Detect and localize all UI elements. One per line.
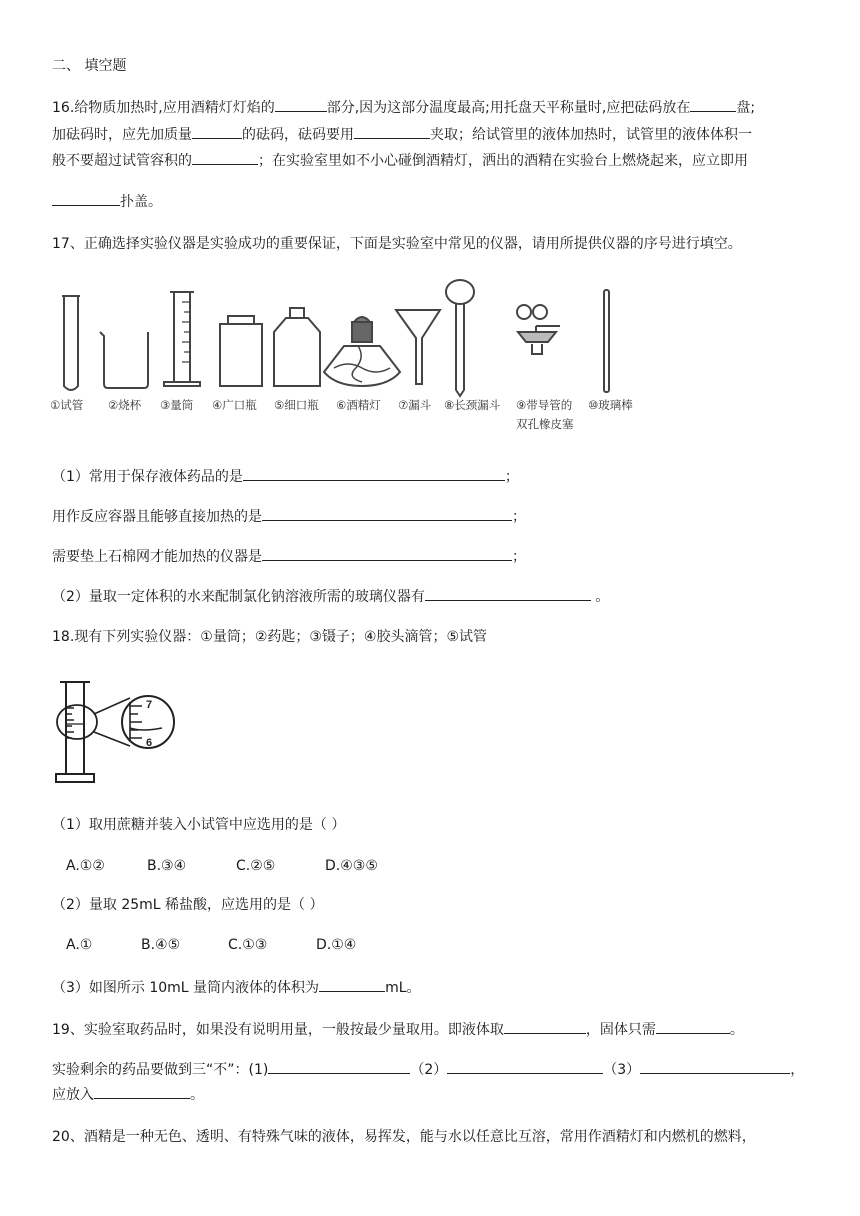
q16-text: 部分,因为这部分温度最高;用托盘天平称量时,应把砝码放在 xyxy=(326,100,691,116)
q19-text: （3） xyxy=(603,1062,641,1078)
q17-part-1c xyxy=(52,545,526,567)
graduated-cylinder-icon xyxy=(56,682,174,782)
cylinder-mark-7: 7 xyxy=(146,699,153,711)
q17-text: （2）量取一定体积的水来配制氯化钠溶液所需的玻璃仪器有 xyxy=(52,589,425,605)
q16-text: 盘; xyxy=(736,100,756,116)
instrument-label: ④广口瓶 xyxy=(212,398,257,412)
graduated-cylinder-icon xyxy=(164,292,200,386)
q18-sub-2-option-d[interactable]: D.①④ xyxy=(316,937,357,953)
instrument-label: ⑨带导管的 xyxy=(516,398,573,412)
q17-text: ； xyxy=(512,509,526,525)
q19-text: 。 xyxy=(729,1022,744,1038)
alcohol-lamp-icon xyxy=(324,317,400,386)
answer-blank[interactable] xyxy=(504,1018,586,1034)
q19-text: 应放入 xyxy=(52,1087,94,1103)
answer-blank[interactable] xyxy=(192,149,258,165)
instrument-label: ⑧长颈漏斗 xyxy=(444,398,501,412)
q17-text: 用作反应容器且能够直接加热的是 xyxy=(52,509,262,525)
answer-blank[interactable] xyxy=(52,190,120,206)
answer-blank[interactable] xyxy=(243,465,505,481)
q18-sub-1-option-a[interactable]: A.①② xyxy=(66,858,105,874)
q17-text: 需要垫上石棉网才能加热的仪器是 xyxy=(52,549,262,565)
q16-text: 扑盖。 xyxy=(120,194,162,210)
q16-text: 加砝码时，应先加质量 xyxy=(52,127,192,143)
q17-part-2 xyxy=(52,585,609,607)
q19-text: 。 xyxy=(190,1087,204,1103)
answer-blank[interactable] xyxy=(192,123,242,139)
lab-instruments-figure xyxy=(48,268,648,438)
answer-blank[interactable] xyxy=(268,1058,410,1074)
q17-text: （1）常用于保存液体药品的是 xyxy=(52,469,243,485)
q18-sub-2-option-b[interactable]: B.④⑤ xyxy=(141,937,181,953)
answer-blank[interactable] xyxy=(640,1058,790,1074)
q18-text: （3）如图所示 10mL 量筒内液体的体积为 xyxy=(52,980,320,996)
cylinder-mark-6: 6 xyxy=(146,737,153,749)
q17-stem: 17、正确选择实验仪器是实验成功的重要保证，下面是实验室中常见的仪器，请用所提供仪器的序号进行填空。 xyxy=(52,236,742,252)
section-title: 二、 填空题 xyxy=(52,58,127,74)
q16-text: ；在实验室里如不小心碰倒酒精灯，洒出的酒精在实验台上燃烧起来，应立即用 xyxy=(258,153,748,169)
q18-sub-1-option-d[interactable]: D.④③⑤ xyxy=(325,858,378,874)
q17-part-1 xyxy=(52,465,519,487)
answer-blank[interactable] xyxy=(656,1018,730,1034)
test-tube-icon xyxy=(62,296,80,390)
instrument-label: ⑥酒精灯 xyxy=(336,398,381,412)
instrument-label: ⑩玻璃棒 xyxy=(588,398,633,412)
instrument-label-line-2: 双孔橡皮塞 xyxy=(516,417,574,431)
instrument-label: ⑤细口瓶 xyxy=(274,398,319,412)
glass-rod-icon xyxy=(604,290,609,392)
q19-line-2 xyxy=(52,1058,804,1080)
long-neck-funnel-icon xyxy=(446,280,474,396)
answer-blank[interactable] xyxy=(262,505,512,521)
answer-blank[interactable] xyxy=(319,976,385,992)
q19-text: 19、实验室取药品时，如果没有说明用量，一般按最少量取用。即液体取 xyxy=(52,1022,504,1038)
answer-blank[interactable] xyxy=(262,545,512,561)
instrument-label: ⑦漏斗 xyxy=(398,398,432,412)
instrument-label: ②烧杯 xyxy=(108,398,142,412)
q18-sub-2-option-a[interactable]: A.① xyxy=(66,937,93,953)
q16-line-1 xyxy=(52,96,755,118)
q16-text: 的砝码，砝码要用 xyxy=(242,127,354,143)
q20-line-1: 20、酒精是一种无色、透明、有特殊气味的液体，易挥发，能与水以任意比互溶，常用作酒精灯和内燃机的燃料， xyxy=(52,1129,756,1145)
q19-text: （2） xyxy=(410,1062,448,1078)
q16-text: 夹取；给试管里的液体加热时，试管里的液体体积一 xyxy=(430,127,752,143)
answer-blank[interactable] xyxy=(94,1083,190,1099)
beaker-icon xyxy=(100,332,148,388)
q18-sub-1-option-b[interactable]: B.③④ xyxy=(147,858,187,874)
q16-line-4 xyxy=(52,190,162,212)
q19-text: ， xyxy=(790,1062,805,1078)
q16-line-3 xyxy=(52,149,748,171)
q16-line-2 xyxy=(52,123,752,145)
q18-sub-3 xyxy=(52,976,421,998)
answer-blank[interactable] xyxy=(447,1058,603,1074)
wide-mouth-bottle-icon xyxy=(220,316,262,386)
q17-text: ； xyxy=(504,469,519,485)
q16-text: 般不要超过试管容积的 xyxy=(52,153,192,169)
q16-text: 16.给物质加热时,应用酒精灯灯焰的 xyxy=(52,100,275,116)
q18-sub-1: （1）取用蔗糖并装入小试管中应选用的是（ ） xyxy=(52,817,346,833)
instrument-label: ①试管 xyxy=(50,398,84,412)
answer-blank[interactable] xyxy=(275,96,327,112)
q19-text: ，固体只需 xyxy=(585,1022,656,1038)
q18-sub-2-option-c[interactable]: C.①③ xyxy=(228,937,268,953)
q17-text: 。 xyxy=(590,589,610,605)
narrow-mouth-bottle-icon xyxy=(274,308,320,386)
q18-sub-1-option-c[interactable]: C.②⑤ xyxy=(236,858,276,874)
q19-line-3 xyxy=(52,1083,204,1105)
two-hole-rubber-stopper-icon xyxy=(517,305,560,354)
q17-text: ； xyxy=(512,549,526,565)
q17-part-1b xyxy=(52,505,526,527)
q18-stem: 18.现有下列实验仪器：①量筒；②药匙；③镊子；④胶头滴管；⑤试管 xyxy=(52,629,488,645)
q18-text: mL。 xyxy=(385,980,421,996)
measuring-cylinder-figure xyxy=(50,674,190,790)
answer-blank[interactable] xyxy=(690,96,736,112)
q18-sub-2: （2）量取 25mL 稀盐酸，应选用的是（ ） xyxy=(52,897,324,913)
q19-line-1 xyxy=(52,1018,744,1040)
funnel-icon xyxy=(396,310,440,384)
answer-blank[interactable] xyxy=(354,123,430,139)
q19-text: 实验剩余的药品要做到三“不”：(1) xyxy=(52,1062,269,1078)
instrument-label: ③量筒 xyxy=(160,398,194,412)
answer-blank[interactable] xyxy=(425,585,591,601)
